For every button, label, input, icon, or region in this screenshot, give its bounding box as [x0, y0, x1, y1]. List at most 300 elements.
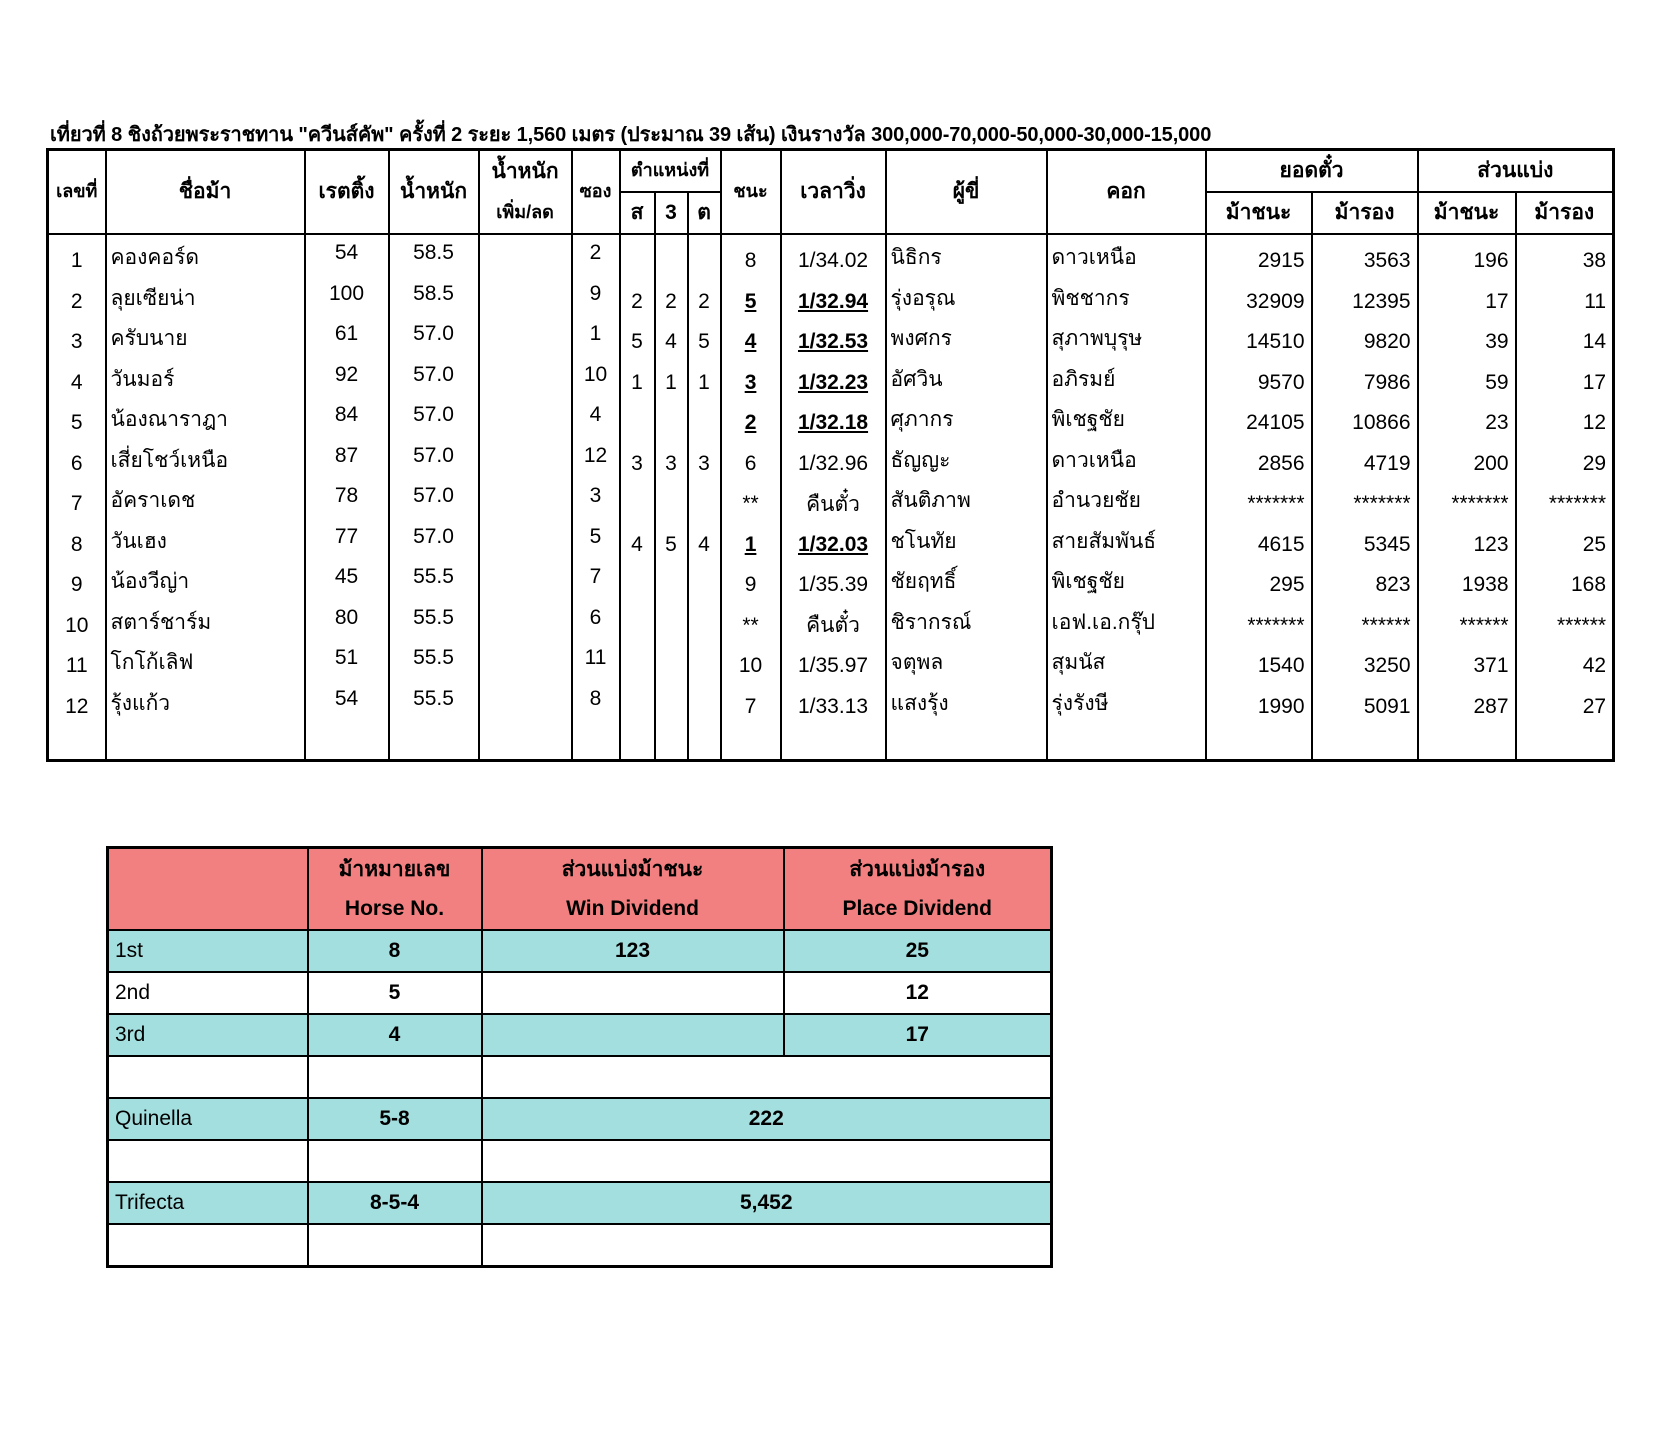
cell-pos-end [688, 565, 721, 606]
table-row [48, 322, 1614, 363]
cell-weight-adjust [479, 444, 572, 485]
cell-no: 6 [48, 444, 106, 485]
cell-pos-end [688, 687, 721, 728]
cell-time: 1/32.23 [781, 363, 886, 404]
cell-gate: 10 [572, 363, 620, 404]
cell-pos-start: 4 [620, 525, 655, 566]
cell-horse-name: เสี่ยโชว์เหนือ [106, 444, 305, 485]
header-weight-adjust-sub: เพิ่ม/ลด [479, 192, 572, 234]
race-title: เที่ยวที่ 8 ชิงถ้วยพระราชทาน "ควีนส์คัพ" ครั้งที่ 2 ระยะ 1,560 เมตร (ประมาณ 39 เส้น) เงินรางวัล 300,000-70,000-50,000-30,000-15,000 [50, 124, 1212, 146]
cell-weight-adjust [479, 282, 572, 323]
cell-gate: 11 [572, 646, 620, 687]
cell-gate: 7 [572, 565, 620, 606]
header-weight-adjust: น้ำหนัก [479, 150, 572, 193]
cell-div-place: 168 [1516, 565, 1614, 606]
empty-cell [482, 1056, 1052, 1098]
empty-cell [655, 727, 688, 761]
cell-weight: 57.0 [389, 444, 479, 485]
cell-weight: 58.5 [389, 234, 479, 282]
cell-pool-place: ******* [1312, 484, 1418, 525]
cell-pos-start: 1 [620, 363, 655, 404]
dividend-row-empty [108, 1056, 1052, 1098]
cell-weight: 58.5 [389, 282, 479, 323]
cell-pos-end [688, 234, 721, 282]
cell-pos-end [688, 646, 721, 687]
cell-pool-place: 3250 [1312, 646, 1418, 687]
cell-weight: 55.5 [389, 565, 479, 606]
cell-pos-end: 1 [688, 363, 721, 404]
cell-div-place: 14 [1516, 322, 1614, 363]
dividend-header-horse-th: ม้าหมายเลข [308, 848, 482, 890]
cell-weight-adjust [479, 606, 572, 647]
dividend-label: 2nd [108, 972, 308, 1014]
dividend-place: 12 [784, 972, 1052, 1014]
dividend-place: 17 [784, 1014, 1052, 1056]
dividend-label: 3rd [108, 1014, 308, 1056]
cell-weight: 55.5 [389, 687, 479, 728]
cell-weight-adjust [479, 234, 572, 282]
cell-rating: 92 [305, 363, 389, 404]
cell-jockey: รุ่งอรุณ [886, 282, 1047, 323]
cell-horse-name: สตาร์ชาร์ม [106, 606, 305, 647]
cell-div-place: 17 [1516, 363, 1614, 404]
table-row [48, 282, 1614, 323]
cell-time: 1/32.03 [781, 525, 886, 566]
cell-weight: 55.5 [389, 606, 479, 647]
table-row [48, 687, 1614, 728]
cell-pool-win: ******* [1206, 484, 1312, 525]
cell-no: 11 [48, 646, 106, 687]
empty-cell [1047, 727, 1206, 761]
cell-gate: 8 [572, 687, 620, 728]
cell-pos-3 [655, 687, 688, 728]
cell-horse-name: โกโก้เลิฟ [106, 646, 305, 687]
cell-stable: รุ่งรังษี [1047, 687, 1206, 728]
empty-cell [308, 1224, 482, 1267]
cell-div-place: ******* [1516, 484, 1614, 525]
cell-jockey: สันติภาพ [886, 484, 1047, 525]
cell-gate: 12 [572, 444, 620, 485]
cell-weight: 55.5 [389, 646, 479, 687]
cell-div-place: 11 [1516, 282, 1614, 323]
empty-cell [305, 727, 389, 761]
empty-cell [308, 1140, 482, 1182]
cell-pool-place: 823 [1312, 565, 1418, 606]
dividend-win [482, 1014, 784, 1056]
cell-no: 5 [48, 403, 106, 444]
dividend-header-place-th: ส่วนแบ่งม้ารอง [784, 848, 1052, 890]
cell-pos-start: 5 [620, 322, 655, 363]
cell-weight-adjust [479, 484, 572, 525]
header-pool: ยอดตั๋ว [1206, 150, 1418, 193]
dividend-header-win-th: ส่วนแบ่งม้าชนะ [482, 848, 784, 890]
cell-weight: 57.0 [389, 322, 479, 363]
empty-cell [721, 727, 781, 761]
cell-weight-adjust [479, 403, 572, 444]
cell-pool-win: 9570 [1206, 363, 1312, 404]
empty-cell [620, 727, 655, 761]
cell-jockey: ธัญญะ [886, 444, 1047, 485]
cell-horse-name: อัคราเดช [106, 484, 305, 525]
table-row [48, 484, 1614, 525]
cell-pos-3 [655, 646, 688, 687]
cell-no: 1 [48, 234, 106, 282]
header-no: เลขที่ [48, 150, 106, 235]
cell-rating: 45 [305, 565, 389, 606]
cell-div-place: 25 [1516, 525, 1614, 566]
cell-pool-place: ****** [1312, 606, 1418, 647]
header-position: ตำแหน่งที่ [620, 150, 721, 193]
cell-pos-start [620, 646, 655, 687]
cell-jockey: ชโนทัย [886, 525, 1047, 566]
empty-cell [482, 1224, 1052, 1267]
cell-div-place: 29 [1516, 444, 1614, 485]
cell-stable: พิชชากร [1047, 282, 1206, 323]
cell-horse-name: วันเฮง [106, 525, 305, 566]
cell-rating: 51 [305, 646, 389, 687]
cell-pos-end: 4 [688, 525, 721, 566]
empty-cell [886, 727, 1047, 761]
cell-pool-place: 5345 [1312, 525, 1418, 566]
cell-rating: 80 [305, 606, 389, 647]
cell-no: 9 [48, 565, 106, 606]
cell-no: 4 [48, 363, 106, 404]
cell-horse-name: น้องณาราฎา [106, 403, 305, 444]
cell-finish: 6 [721, 444, 781, 485]
cell-stable: พิเชฐชัย [1047, 565, 1206, 606]
cell-jockey: อัศวิน [886, 363, 1047, 404]
cell-pos-3 [655, 606, 688, 647]
cell-pool-win: 24105 [1206, 403, 1312, 444]
cell-pos-3: 2 [655, 282, 688, 323]
header-gate: ซอง [572, 150, 620, 235]
dividend-label: Trifecta [108, 1182, 308, 1224]
cell-stable: สุภาพบุรุษ [1047, 322, 1206, 363]
cell-jockey: พงศกร [886, 322, 1047, 363]
empty-cell [1312, 727, 1418, 761]
cell-rating: 54 [305, 687, 389, 728]
cell-rating: 87 [305, 444, 389, 485]
header-stable: คอก [1047, 150, 1206, 235]
cell-time: 1/35.97 [781, 646, 886, 687]
empty-cell [108, 1140, 308, 1182]
dividend-header-win-en: Win Dividend [482, 889, 784, 930]
table-row [48, 525, 1614, 566]
cell-gate: 4 [572, 403, 620, 444]
cell-no: 8 [48, 525, 106, 566]
empty-cell [1516, 727, 1614, 761]
dividend-horse-no: 4 [308, 1014, 482, 1056]
cell-finish: 10 [721, 646, 781, 687]
cell-weight-adjust [479, 565, 572, 606]
cell-div-win: 196 [1418, 234, 1516, 282]
trifecta-dividend: 5,452 [482, 1182, 1052, 1224]
cell-time: 1/34.02 [781, 234, 886, 282]
cell-weight: 57.0 [389, 484, 479, 525]
cell-finish: 1 [721, 525, 781, 566]
cell-pos-3 [655, 403, 688, 444]
cell-pos-3: 1 [655, 363, 688, 404]
cell-div-win: 287 [1418, 687, 1516, 728]
dividend-row-3rd [108, 1014, 1052, 1056]
cell-no: 3 [48, 322, 106, 363]
cell-stable: อำนวยชัย [1047, 484, 1206, 525]
table-row [48, 234, 1614, 282]
cell-stable: สุมนัส [1047, 646, 1206, 687]
cell-stable: ดาวเหนือ [1047, 444, 1206, 485]
cell-div-win: 371 [1418, 646, 1516, 687]
cell-pos-3 [655, 484, 688, 525]
cell-no: 12 [48, 687, 106, 728]
cell-pool-win: 2915 [1206, 234, 1312, 282]
cell-pos-start [620, 606, 655, 647]
cell-weight: 57.0 [389, 403, 479, 444]
cell-rating: 100 [305, 282, 389, 323]
cell-gate: 5 [572, 525, 620, 566]
cell-pos-3 [655, 565, 688, 606]
cell-pos-start [620, 565, 655, 606]
cell-stable: สายสัมพันธ์ [1047, 525, 1206, 566]
cell-pos-start [620, 484, 655, 525]
cell-pos-start [620, 687, 655, 728]
cell-div-win: 59 [1418, 363, 1516, 404]
cell-time: 1/32.96 [781, 444, 886, 485]
dividend-label: Quinella [108, 1098, 308, 1140]
cell-div-win: 200 [1418, 444, 1516, 485]
dividend-row-quinella [108, 1098, 1052, 1140]
cell-div-win: 1938 [1418, 565, 1516, 606]
cell-gate: 3 [572, 484, 620, 525]
cell-rating: 54 [305, 234, 389, 282]
cell-pos-3 [655, 234, 688, 282]
cell-finish: 2 [721, 403, 781, 444]
cell-pool-win: 1540 [1206, 646, 1312, 687]
header-weight: น้ำหนัก [389, 150, 479, 235]
cell-pos-3: 3 [655, 444, 688, 485]
empty-cell [479, 727, 572, 761]
quinella-dividend: 222 [482, 1098, 1052, 1140]
empty-cell [1418, 727, 1516, 761]
dividend-win: 123 [482, 930, 784, 972]
cell-no: 10 [48, 606, 106, 647]
cell-weight: 57.0 [389, 363, 479, 404]
cell-time: 1/35.39 [781, 565, 886, 606]
cell-pool-place: 4719 [1312, 444, 1418, 485]
cell-jockey: ศุภากร [886, 403, 1047, 444]
cell-div-win: 39 [1418, 322, 1516, 363]
empty-cell [572, 727, 620, 761]
cell-gate: 9 [572, 282, 620, 323]
table-row [48, 606, 1614, 647]
cell-div-win: 17 [1418, 282, 1516, 323]
dividend-place: 25 [784, 930, 1052, 972]
cell-pool-win: 4615 [1206, 525, 1312, 566]
cell-finish: ** [721, 606, 781, 647]
cell-div-win: ****** [1418, 606, 1516, 647]
dividend-row-empty [108, 1140, 1052, 1182]
cell-rating: 78 [305, 484, 389, 525]
cell-jockey: ชิรากรณ์ [886, 606, 1047, 647]
cell-horse-name: รุ้งแก้ว [106, 687, 305, 728]
cell-pos-end [688, 403, 721, 444]
cell-weight-adjust [479, 646, 572, 687]
cell-pool-place: 3563 [1312, 234, 1418, 282]
cell-stable: พิเชฐชัย [1047, 403, 1206, 444]
cell-div-win: 123 [1418, 525, 1516, 566]
results-body [48, 234, 1614, 761]
cell-rating: 84 [305, 403, 389, 444]
empty-cell [1206, 727, 1312, 761]
dividend-header-place-en: Place Dividend [784, 889, 1052, 930]
cell-pos-end: 2 [688, 282, 721, 323]
dividend-horse-no: 8 [308, 930, 482, 972]
empty-cell [106, 727, 305, 761]
cell-pos-start [620, 403, 655, 444]
header-horse-name: ชื่อม้า [106, 150, 305, 235]
cell-rating: 77 [305, 525, 389, 566]
cell-pool-win: 1990 [1206, 687, 1312, 728]
header-pos-3: 3 [655, 192, 688, 234]
race-results-table [46, 148, 1615, 762]
dividend-horse-no: 5 [308, 972, 482, 1014]
cell-finish: 3 [721, 363, 781, 404]
cell-gate: 1 [572, 322, 620, 363]
table-row [48, 363, 1614, 404]
cell-finish: 8 [721, 234, 781, 282]
cell-pos-3: 5 [655, 525, 688, 566]
cell-pos-end [688, 606, 721, 647]
empty-cell [688, 727, 721, 761]
cell-weight-adjust [479, 525, 572, 566]
header-dividend: ส่วนแบ่ง [1418, 150, 1614, 193]
table-row [48, 565, 1614, 606]
cell-pos-start: 3 [620, 444, 655, 485]
cell-div-win: ******* [1418, 484, 1516, 525]
cell-time: 1/32.94 [781, 282, 886, 323]
header-pool-place: ม้ารอง [1312, 192, 1418, 234]
header-jockey: ผู้ขี่ [886, 150, 1047, 235]
cell-finish: 4 [721, 322, 781, 363]
dividend-horse-no: 8-5-4 [308, 1182, 482, 1224]
cell-pos-end [688, 484, 721, 525]
cell-horse-name: น้องวีญ่า [106, 565, 305, 606]
dividend-label: 1st [108, 930, 308, 972]
header-pos-start: ส [620, 192, 655, 234]
dividend-header-horse-en: Horse No. [308, 889, 482, 930]
empty-cell [389, 727, 479, 761]
cell-pool-place: 12395 [1312, 282, 1418, 323]
cell-finish: ** [721, 484, 781, 525]
cell-horse-name: ครับนาย [106, 322, 305, 363]
cell-pool-place: 7986 [1312, 363, 1418, 404]
cell-weight-adjust [479, 322, 572, 363]
cell-pos-end: 5 [688, 322, 721, 363]
cell-horse-name: ลุยเซียน่า [106, 282, 305, 323]
header-div-win: ม้าชนะ [1418, 192, 1516, 234]
cell-gate: 6 [572, 606, 620, 647]
cell-jockey: นิธิกร [886, 234, 1047, 282]
dividend-win [482, 972, 784, 1014]
cell-horse-name: คองคอร์ด [106, 234, 305, 282]
cell-jockey: จตุพล [886, 646, 1047, 687]
cell-div-place: 42 [1516, 646, 1614, 687]
cell-stable: อภิรมย์ [1047, 363, 1206, 404]
cell-finish: 9 [721, 565, 781, 606]
cell-jockey: ชัยฤทธิ์ [886, 565, 1047, 606]
cell-no: 7 [48, 484, 106, 525]
cell-stable: ดาวเหนือ [1047, 234, 1206, 282]
table-row [48, 444, 1614, 485]
cell-weight-adjust [479, 687, 572, 728]
dividend-row-trifecta [108, 1182, 1052, 1224]
dividend-summary-table [106, 846, 1053, 1268]
empty-cell [781, 727, 886, 761]
cell-finish: 7 [721, 687, 781, 728]
dividend-row-2nd [108, 972, 1052, 1014]
cell-pos-3: 4 [655, 322, 688, 363]
dividend-row-empty [108, 1224, 1052, 1267]
cell-div-place: 27 [1516, 687, 1614, 728]
dividend-row-1st [108, 930, 1052, 972]
cell-pos-start [620, 234, 655, 282]
header-div-place: ม้ารอง [1516, 192, 1614, 234]
cell-stable: เอฟ.เอ.กรุ๊ป [1047, 606, 1206, 647]
cell-time: คืนตั๋ว [781, 606, 886, 647]
cell-pos-start: 2 [620, 282, 655, 323]
header-finish: ชนะ [721, 150, 781, 235]
cell-pool-place: 5091 [1312, 687, 1418, 728]
dividend-header-blank [108, 848, 308, 931]
cell-pos-end: 3 [688, 444, 721, 485]
header-pool-win: ม้าชนะ [1206, 192, 1312, 234]
cell-div-place: 12 [1516, 403, 1614, 444]
cell-jockey: แสงรุ้ง [886, 687, 1047, 728]
empty-cell [108, 1224, 308, 1267]
header-pos-end: ต [688, 192, 721, 234]
cell-finish: 5 [721, 282, 781, 323]
cell-div-place: 38 [1516, 234, 1614, 282]
cell-weight-adjust [479, 363, 572, 404]
cell-pool-place: 9820 [1312, 322, 1418, 363]
empty-cell [482, 1140, 1052, 1182]
cell-horse-name: วันมอร์ [106, 363, 305, 404]
cell-time: คืนตั๋ว [781, 484, 886, 525]
cell-time: 1/32.18 [781, 403, 886, 444]
cell-pool-win: 295 [1206, 565, 1312, 606]
cell-pool-win: 32909 [1206, 282, 1312, 323]
cell-div-win: 23 [1418, 403, 1516, 444]
cell-pool-place: 10866 [1312, 403, 1418, 444]
header-rating: เรตติ้ง [305, 150, 389, 235]
cell-div-place: ****** [1516, 606, 1614, 647]
header-time: เวลาวิ่ง [781, 150, 886, 235]
cell-rating: 61 [305, 322, 389, 363]
empty-cell [48, 727, 106, 761]
cell-pool-win: ******* [1206, 606, 1312, 647]
cell-pool-win: 2856 [1206, 444, 1312, 485]
cell-pool-win: 14510 [1206, 322, 1312, 363]
cell-weight: 57.0 [389, 525, 479, 566]
cell-gate: 2 [572, 234, 620, 282]
empty-cell [308, 1056, 482, 1098]
cell-no: 2 [48, 282, 106, 323]
cell-time: 1/32.53 [781, 322, 886, 363]
table-row [48, 646, 1614, 687]
dividend-horse-no: 5-8 [308, 1098, 482, 1140]
table-spacer-row [48, 727, 1614, 761]
empty-cell [108, 1056, 308, 1098]
cell-time: 1/33.13 [781, 687, 886, 728]
